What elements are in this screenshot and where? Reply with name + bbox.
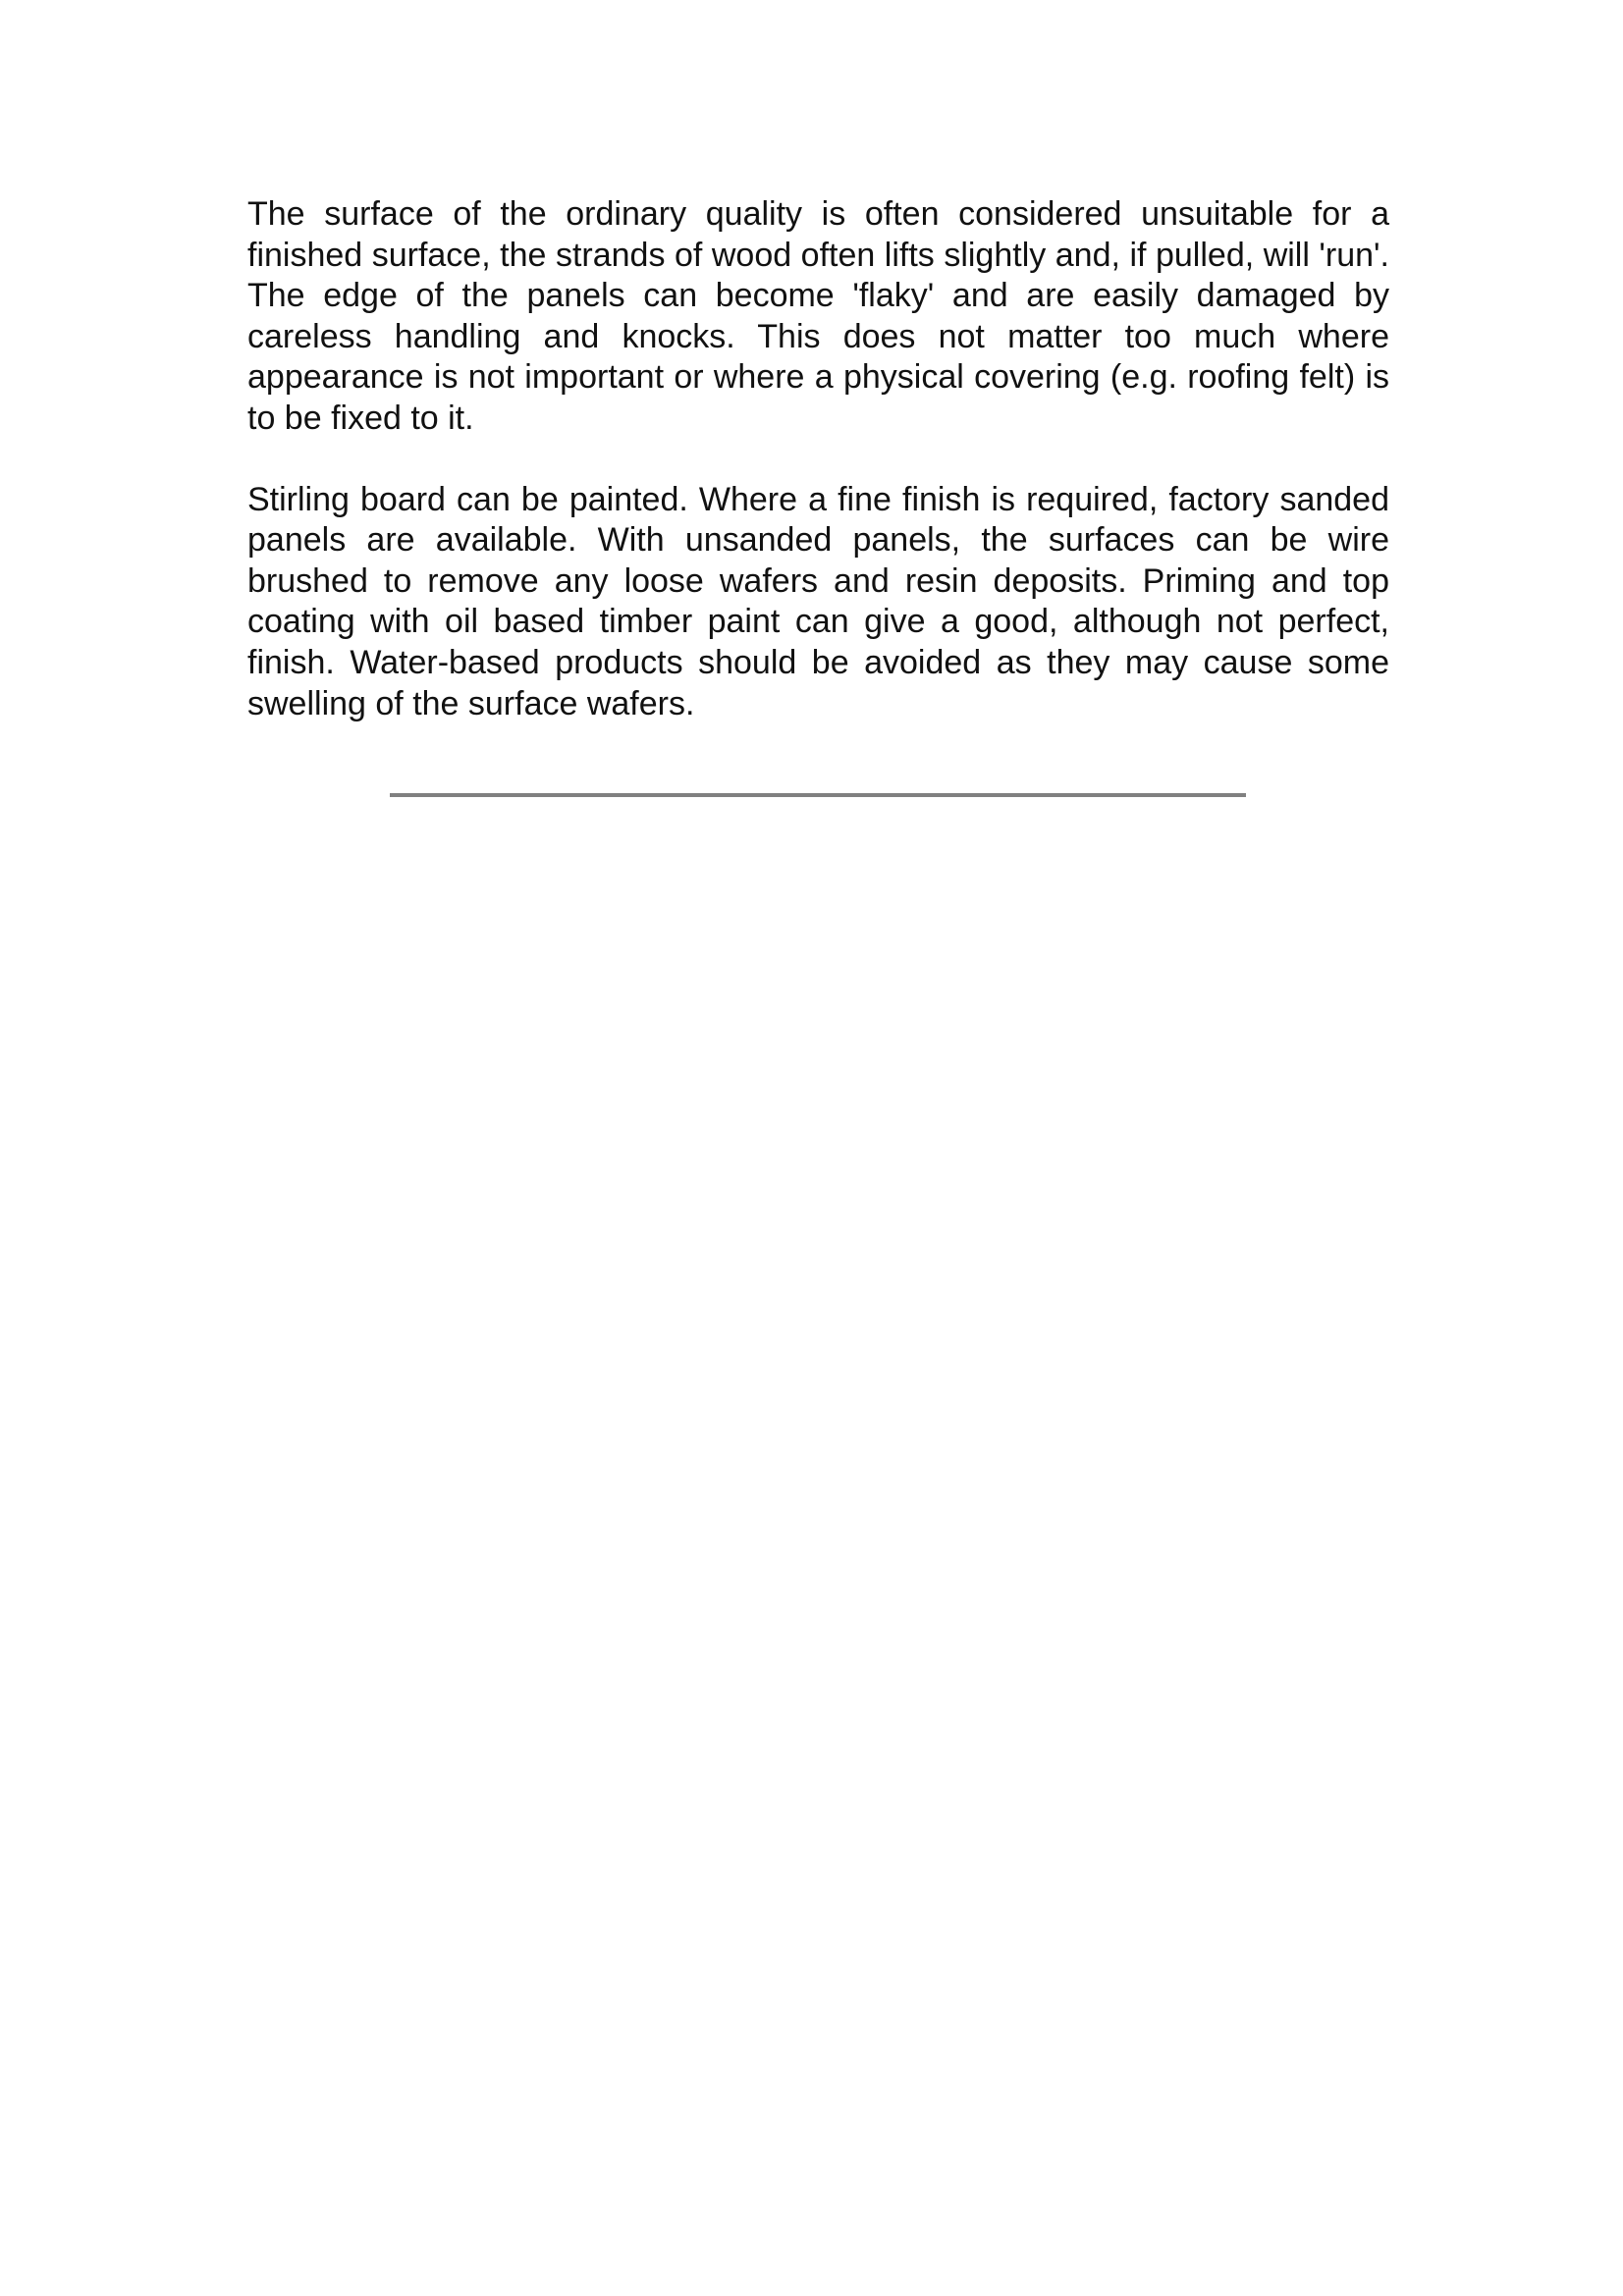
horizontal-divider <box>390 793 1246 797</box>
paragraph-surface-quality: The surface of the ordinary quality is often considered unsuitable for a finished surface, the strands of wood often lifts slightly and, if pulled, will 'run'. The edge of the panels can become 'flaky' and are easily damaged by careless handling and knocks. This does not matter too much where appearance is not important or where a physical covering (e.g. roofing felt) is to be fixed to it. <box>247 195 1389 437</box>
body-text <box>247 194 1389 724</box>
paragraph-painting: Stirling board can be painted. Where a fine finish is required, factory sanded panels are available. With unsanded panels, the surfaces can be wire brushed to remove any loose wafers and resin deposits. Priming and top coating with oil based timber paint can give a good, although not perfect, finish. Water-based products should be avoided as they may cause some swelling of the surface wafers. <box>247 480 1389 722</box>
